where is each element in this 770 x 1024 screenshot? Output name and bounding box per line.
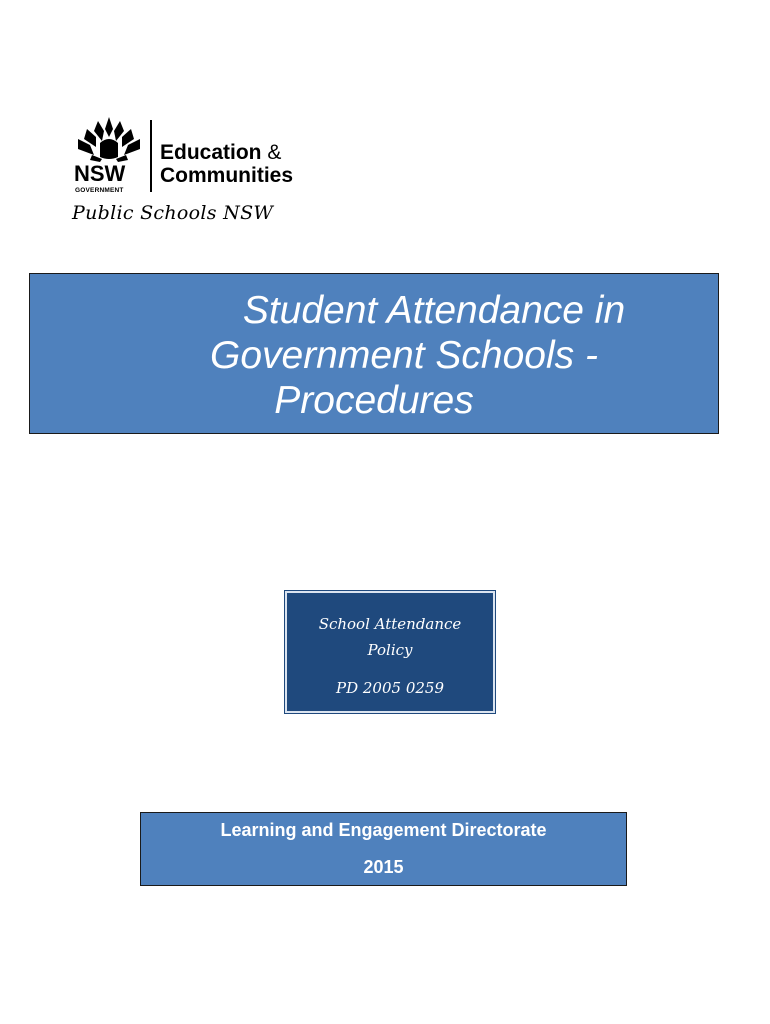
document-title <box>30 288 718 423</box>
policy-name-line2: Policy <box>367 641 413 659</box>
department-name-line1 <box>160 141 281 165</box>
department-education: Education <box>160 141 262 164</box>
title-line-3: Procedures <box>274 379 474 422</box>
policy-reference <box>287 611 493 701</box>
footer-box <box>140 812 627 886</box>
nsw-wordmark: NSW <box>74 161 126 186</box>
policy-code: PD 2005 0259 <box>335 679 444 697</box>
document-title-box <box>29 273 719 434</box>
title-line-2: Government Schools - <box>209 334 598 377</box>
waratah-icon <box>72 115 146 163</box>
government-label: GOVERNMENT <box>75 187 124 194</box>
nsw-logo <box>72 115 332 235</box>
department-name-line2: Communities <box>160 164 294 187</box>
logo-divider <box>150 120 152 192</box>
policy-name-line1: School Attendance <box>318 615 462 633</box>
department-ampersand: & <box>267 141 282 164</box>
public-schools-tagline: Public Schools NSW <box>72 202 274 224</box>
directorate-name: Learning and Engagement Directorate <box>220 820 547 840</box>
title-line-1: Student Attendance in <box>242 289 626 332</box>
publication-year: 2015 <box>363 857 404 877</box>
policy-reference-box <box>285 591 495 713</box>
